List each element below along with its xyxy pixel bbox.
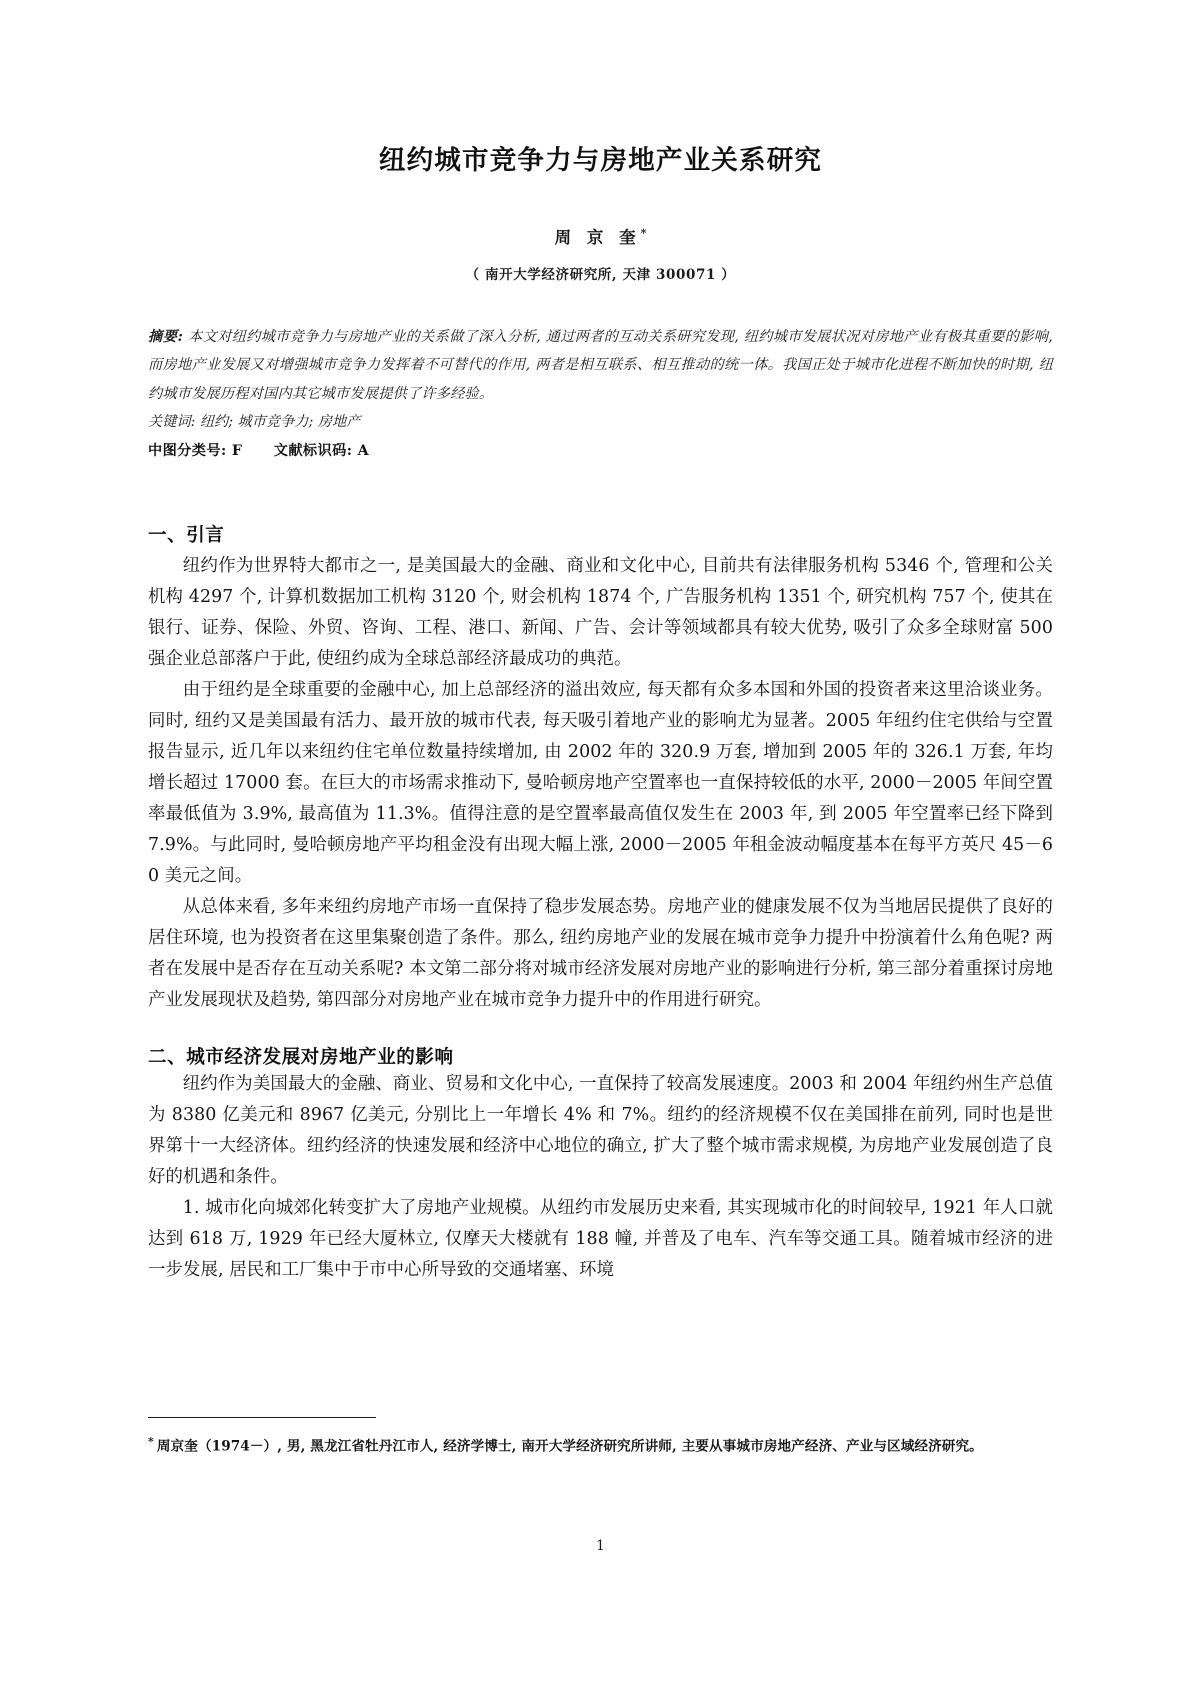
keywords-line xyxy=(148,409,1053,437)
document-code-label: 文献标识码: xyxy=(273,442,353,459)
page-title: 纽约城市竞争力与房地产业关系研究 xyxy=(378,145,823,176)
paragraph: 纽约作为美国最大的金融、商业、贸易和文化中心, 一直保持了较高发展速度。2003 和 2004 年纽约州生产总值为 8380 亿美元和 8967 亿美元, 分别比上一年增长 4% 和 7%。纽约的经济规模不仅在美国排在前列, 同时也是世界第十一大经济体。纽约经济的快速发展和经济中心地位的确立, 扩大了整个城市需求规模, 为房地产业发展创造了良好的机遇和条件。 xyxy=(148,1073,1053,1187)
paragraph: 1. 城市化向城郊化转变扩大了房地产业规模。从纽约市发展历史来看, 其实现城市化的时间较早, 1921 年人口就达到 618 万, 1929 年已经大厦林立, 仅摩天大楼就有 188 幢, 并普及了电车、汽车等交通工具。随着城市经济的进一步发展, 居民和工厂集中于市中心所导致的交通堵塞、环境 xyxy=(148,1197,1053,1280)
author-footnote-marker: * xyxy=(640,226,647,240)
author-affiliation: （ 南开大学经济研究所, 天津 300071 ） xyxy=(465,266,736,283)
footnote-marker: * xyxy=(148,1435,154,1448)
keywords-value: 纽约; 城市竞争力; 房地产 xyxy=(199,414,361,431)
footnote-text: 周京奎（1974－）, 男, 黑龙江省牡丹江市人, 经济学博士, 南开大学经济研究所讲师, 主要从事城市房地产经济、产业与区域经济研究。 xyxy=(156,1438,983,1455)
clc-value: F xyxy=(231,442,243,459)
section-heading-introduction: 一、引言 xyxy=(148,525,225,547)
keywords-label: 关键词: xyxy=(148,414,196,431)
abstract-label: 摘要: xyxy=(148,328,184,345)
paragraph: 由于纽约是全球重要的金融中心, 加上总部经济的溢出效应, 每天都有众多本国和外国的投资者来这里洽谈业务。同时, 纽约又是美国最有活力、最开放的城市代表, 每天吸引着地产业的影响尤为显著。2005 年纽约住宅供给与空置报告显示, 近几年以来纽约住宅单位数量持续增加, 由 2002 年的 320.9 万套, 增加到 2005 年的 326.1 万套, 年均增长超过 17000 套。在巨大的市场需求推动下, 曼哈顿房地产空置率也一直保持较低的水平, 2000－2005 年间空置率最低值为 3.9%, 最高值为 11.3%。值得注意的是空置率最高值仅发生在 2003 年, 到 2005 年空置率已经下降到 7.9%。与此同时, 曼哈顿房地产平均租金没有出现大幅上涨, 2000－2005 年租金波动幅度基本在每平方英尺 45－60 美元之间。 xyxy=(148,680,1053,887)
page-content-area xyxy=(148,0,1053,1698)
footnote xyxy=(148,1432,1053,1460)
author-byline xyxy=(148,224,1053,248)
footnote-separator-rule xyxy=(148,1417,376,1418)
abstract-block xyxy=(148,323,1053,408)
abstract-text: 本文对纽约城市竞争力与房地产业的关系做了深入分析, 通过两者的互动关系研究发现, 纽约城市发展状况对房地产业有极其重要的影响, 而房地产业发展又对增强城市竞争力发挥着不可替代的作用, 两者是相互联系、相互推动的统一体。我国正处于城市化进程不断加快的时期, 纽约城市发展历程对国内其它城市发展提供了许多经验。 xyxy=(148,328,1053,402)
paragraph: 从总体来看, 多年来纽约房地产市场一直保持了稳步发展态势。房地产业的健康发展不仅为当地居民提供了良好的居住环境, 也为投资者在这里集聚创造了条件。那么, 纽约房地产业的发展在城市竞争力提升中扮演着什么角色呢? 两者在发展中是否存在互动关系呢? 本文第二部分将对城市经济发展对房地产业的影响进行分析, 第三部分着重探讨房地产业发展现状及趋势, 第四部分对房地产业在城市竞争力提升中的作用进行研究。 xyxy=(148,897,1053,1010)
author-name: 周 京 奎 xyxy=(554,227,641,247)
clc-label: 中图分类号: xyxy=(148,442,227,459)
page-number: 1 xyxy=(596,1538,605,1554)
document-code-value: A xyxy=(357,442,370,459)
section-heading-urban-economy: 二、城市经济发展对房地产业的影响 xyxy=(148,1046,454,1068)
paragraph: 纽约作为世界特大都市之一, 是美国最大的金融、商业和文化中心, 目前共有法律服务机构 5346 个, 管理和公关机构 4297 个, 计算机数据加工机构 3120 个, 财会机构 1874 个, 广告服务机构 1351 个, 研究机构 757 个, 使其在银行、证券、保险、外贸、咨询、工程、港口、新闻、广告、会计等领域都具有较大优势, 吸引了众多全球财富 500 强企业总部落户于此, 使纽约成为全球总部经济最成功的典范。 xyxy=(148,556,1053,670)
classification-line xyxy=(148,438,1053,466)
